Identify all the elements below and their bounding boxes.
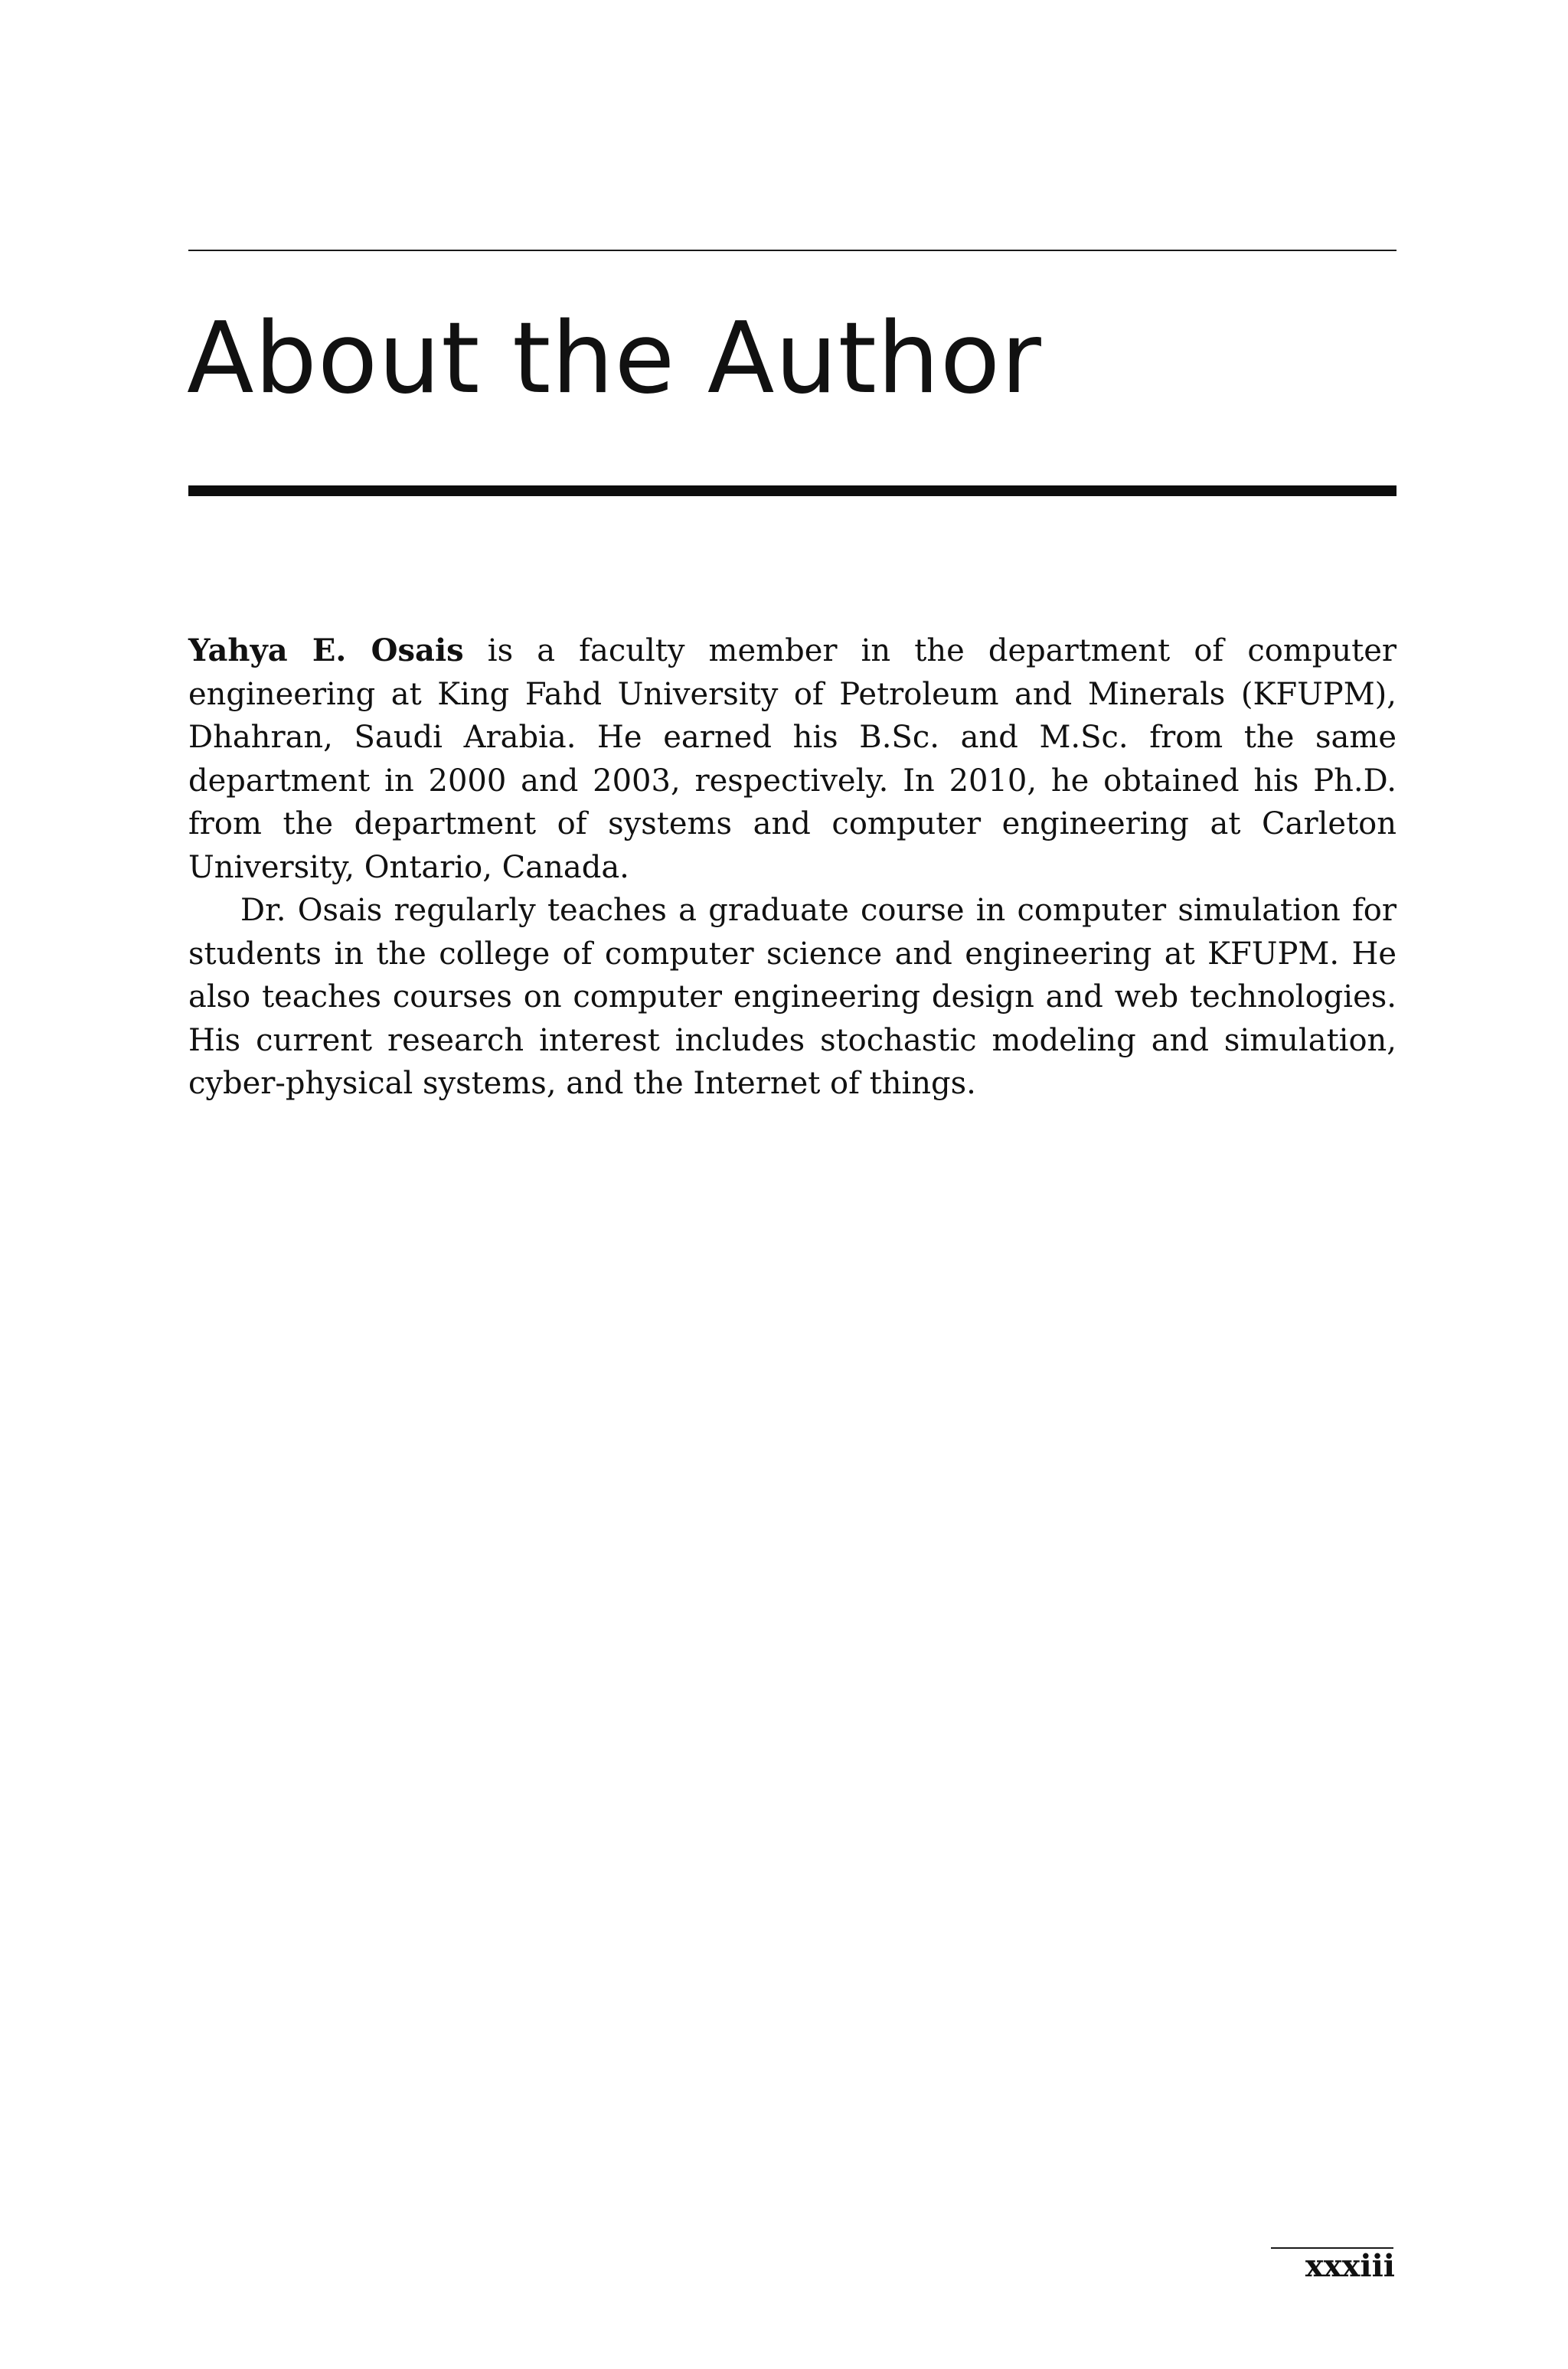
page-number: xxxiii	[1305, 2248, 1395, 2284]
chapter-top-rule	[188, 250, 1396, 251]
author-name: Yahya E. Osais	[188, 632, 464, 668]
bio-paragraph-2: Dr. Osais regularly teaches a graduate course in computer simulation for students in the college of computer science and engineering at KFUPM. He also teaches courses on computer engineering design and web technologies. His current research interest includes stochastic modeling and simulation, cyber-physical systems, and the Internet of things.	[188, 893, 1396, 1101]
chapter-title: About the Author	[187, 302, 1042, 416]
author-bio	[188, 629, 1396, 1106]
bio-paragraph-1	[188, 629, 1396, 889]
bio-paragraph-1-text: is a faculty member in the department of computer engineering at King Fahd University of Petroleum and Minerals (KFUPM), Dhahran, Saudi Arabia. He earned his B.Sc. and M.Sc. from the same department in 2000 and 2003, respectively. In 2010, he obtained his Ph.D. from the department of systems and computer engineering at Carleton University, Ontario, Canada.	[188, 633, 1396, 885]
chapter-title-underline	[188, 485, 1396, 496]
